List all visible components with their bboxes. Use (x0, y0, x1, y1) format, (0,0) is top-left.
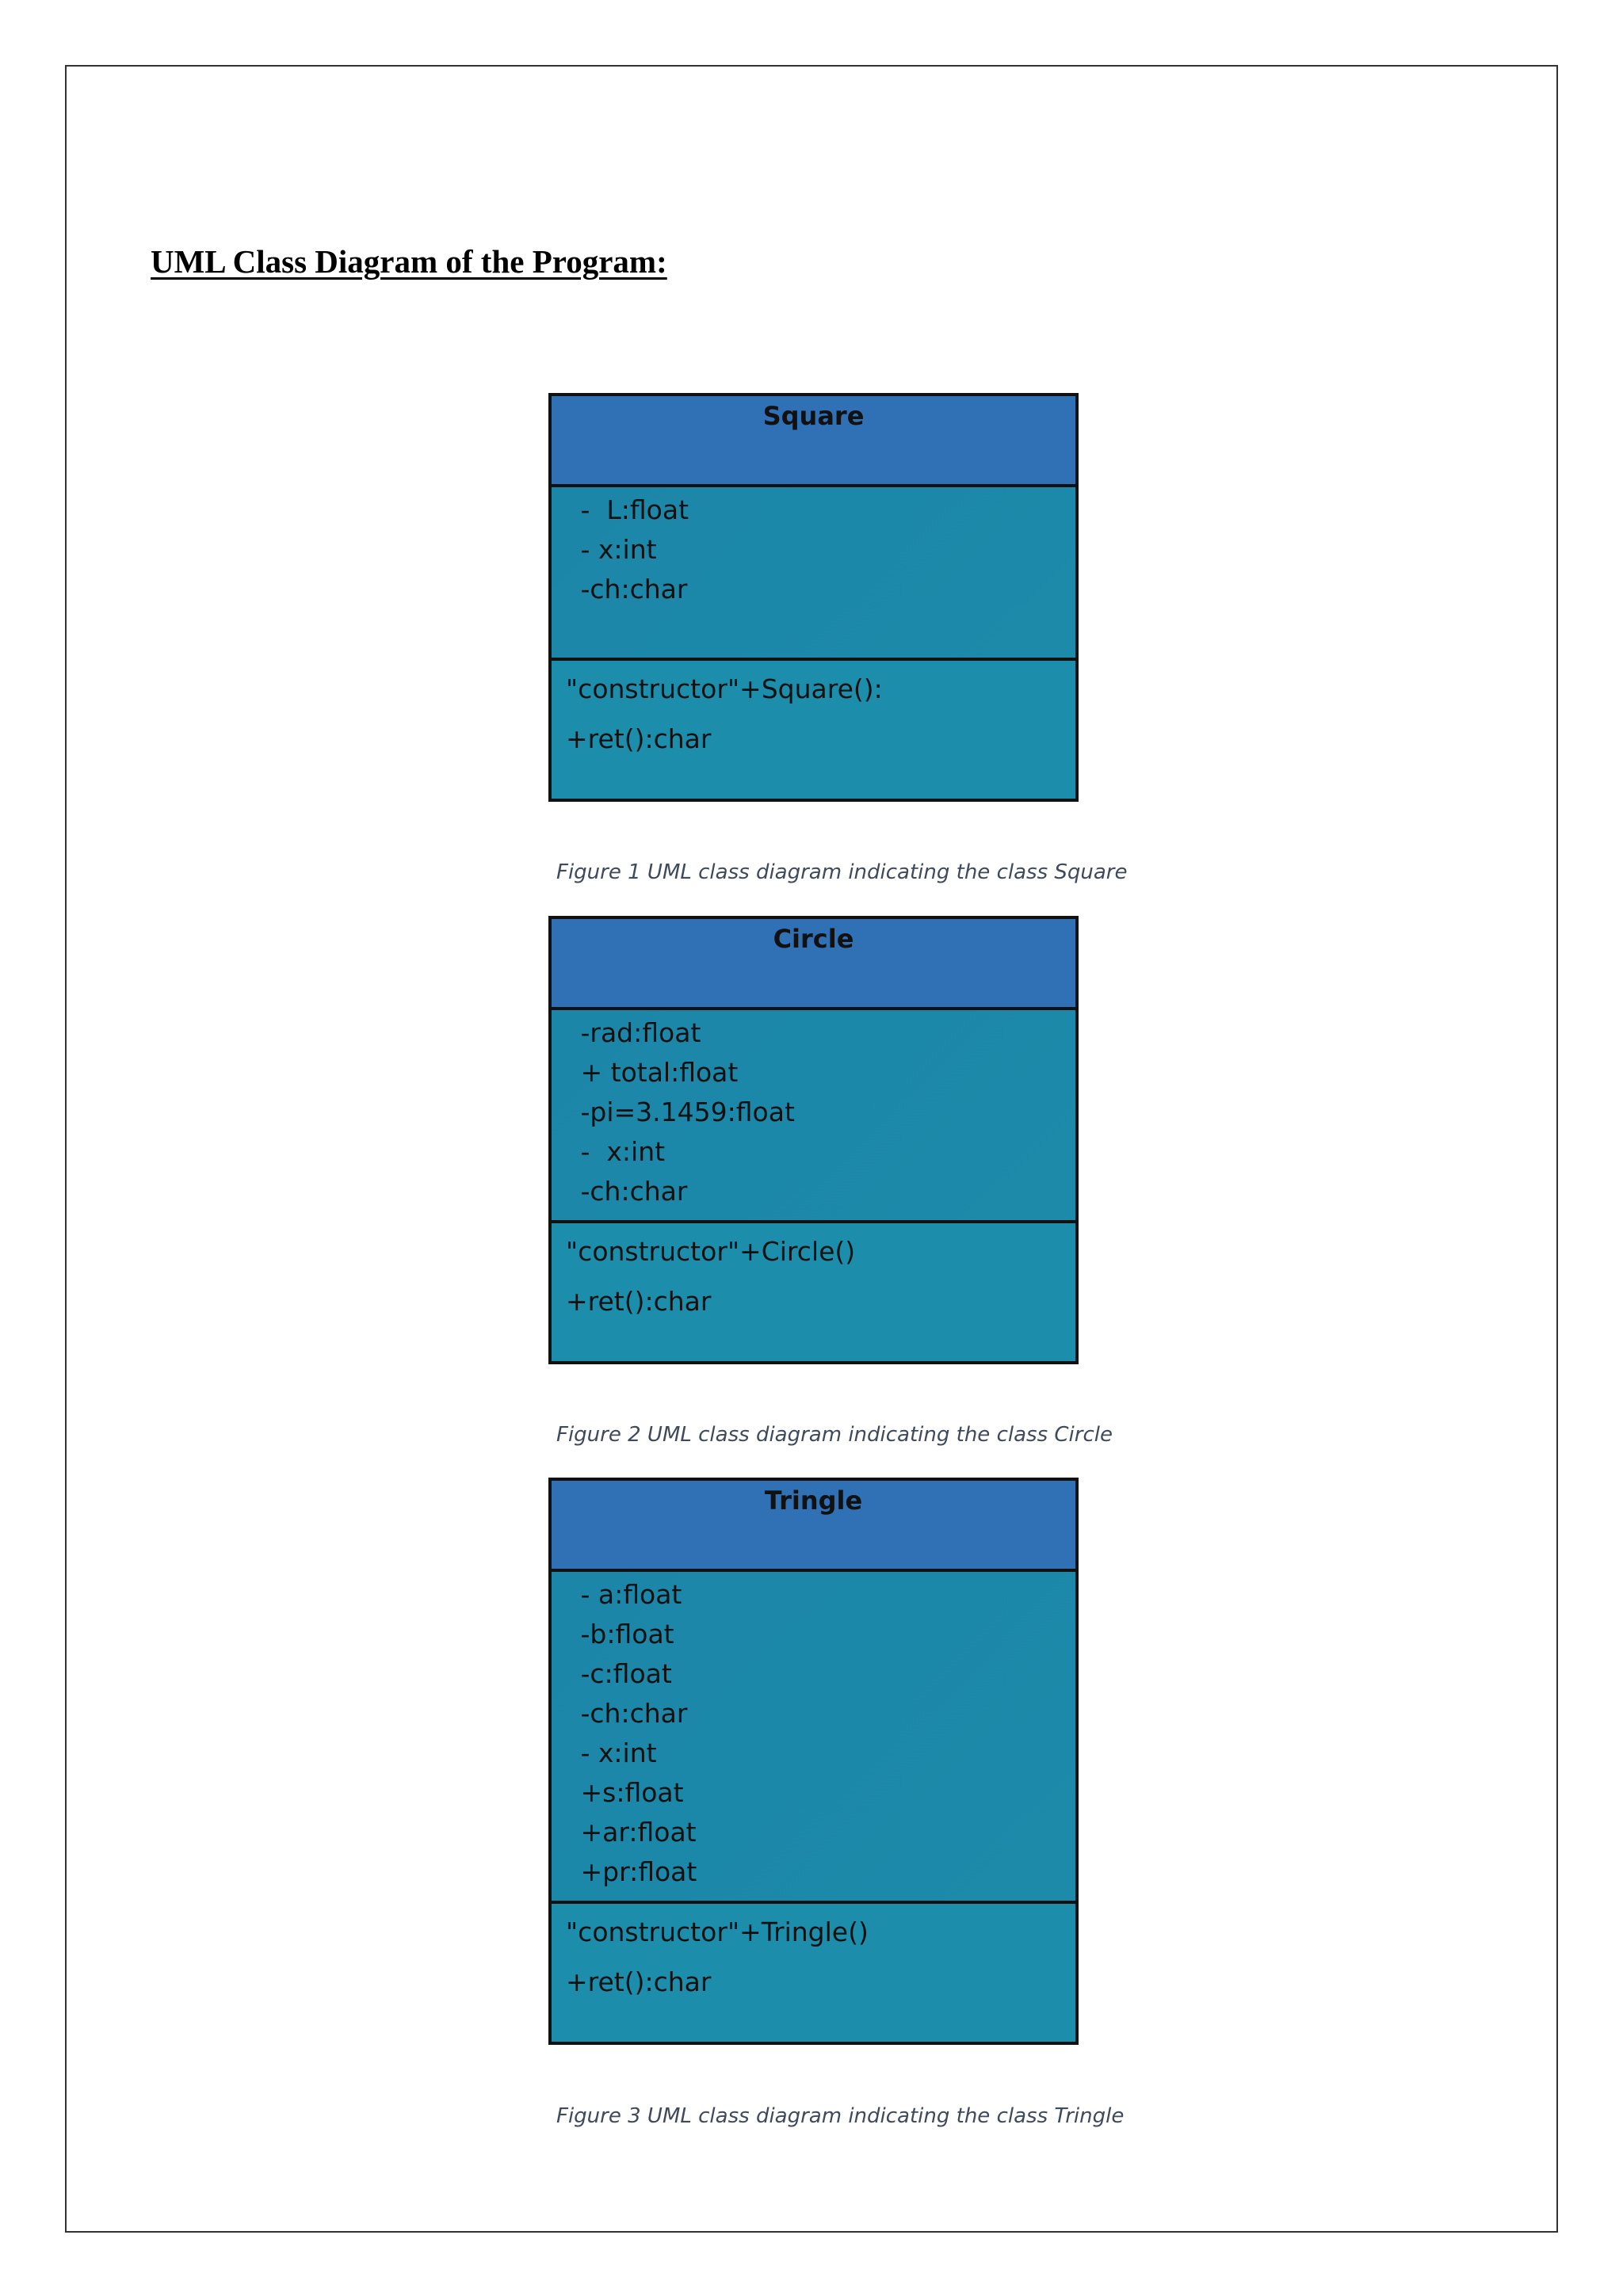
operations-compartment (552, 661, 1075, 799)
attribute: +s:float (572, 1777, 684, 1808)
attribute: + total:float (572, 1057, 739, 1088)
operation: +ret():char (566, 1286, 712, 1317)
operation: +ret():char (566, 723, 712, 754)
attribute: - x:int (572, 534, 657, 565)
attributes-compartment (552, 1010, 1075, 1223)
attribute: -ch:char (572, 1698, 688, 1729)
attributes-compartment (552, 1572, 1075, 1904)
attribute: - a:float (572, 1579, 682, 1610)
figure-caption: Figure 1 UML class diagram indicating the class Square (556, 860, 1128, 884)
operation: "constructor"+Circle() (566, 1236, 856, 1267)
figure-caption: Figure 3 UML class diagram indicating the class Tringle (556, 2104, 1125, 2128)
operation: "constructor"+Square(): (566, 673, 883, 704)
attribute: - x:int (572, 1136, 666, 1167)
attribute: - L:float (572, 494, 689, 525)
attribute: -b:float (572, 1619, 674, 1650)
operations-compartment (552, 1904, 1075, 2042)
attribute: -pi=3.1459:float (572, 1097, 795, 1127)
attribute: - x:int (572, 1737, 657, 1768)
attribute: -ch:char (572, 1176, 688, 1207)
operation: "constructor"+Tringle() (566, 1917, 869, 1947)
class-name-compartment: Tringle (552, 1481, 1075, 1572)
operations-compartment (552, 1223, 1075, 1361)
attribute: -rad:float (572, 1017, 701, 1048)
operation: +ret():char (566, 1966, 712, 1997)
attribute: -c:float (572, 1658, 672, 1689)
attribute: +ar:float (572, 1817, 697, 1848)
class-name-compartment: Square (552, 396, 1075, 487)
attribute: -ch:char (572, 574, 688, 605)
class-name-compartment: Circle (552, 919, 1075, 1010)
uml-class-square (548, 393, 1079, 802)
uml-class-tringle (548, 1478, 1079, 2045)
uml-class-circle (548, 916, 1079, 1364)
figure-caption: Figure 2 UML class diagram indicating the class Circle (556, 1423, 1113, 1447)
attribute: +pr:float (572, 1856, 697, 1887)
attributes-compartment (552, 487, 1075, 661)
page-heading: UML Class Diagram of the Program: (151, 243, 667, 280)
